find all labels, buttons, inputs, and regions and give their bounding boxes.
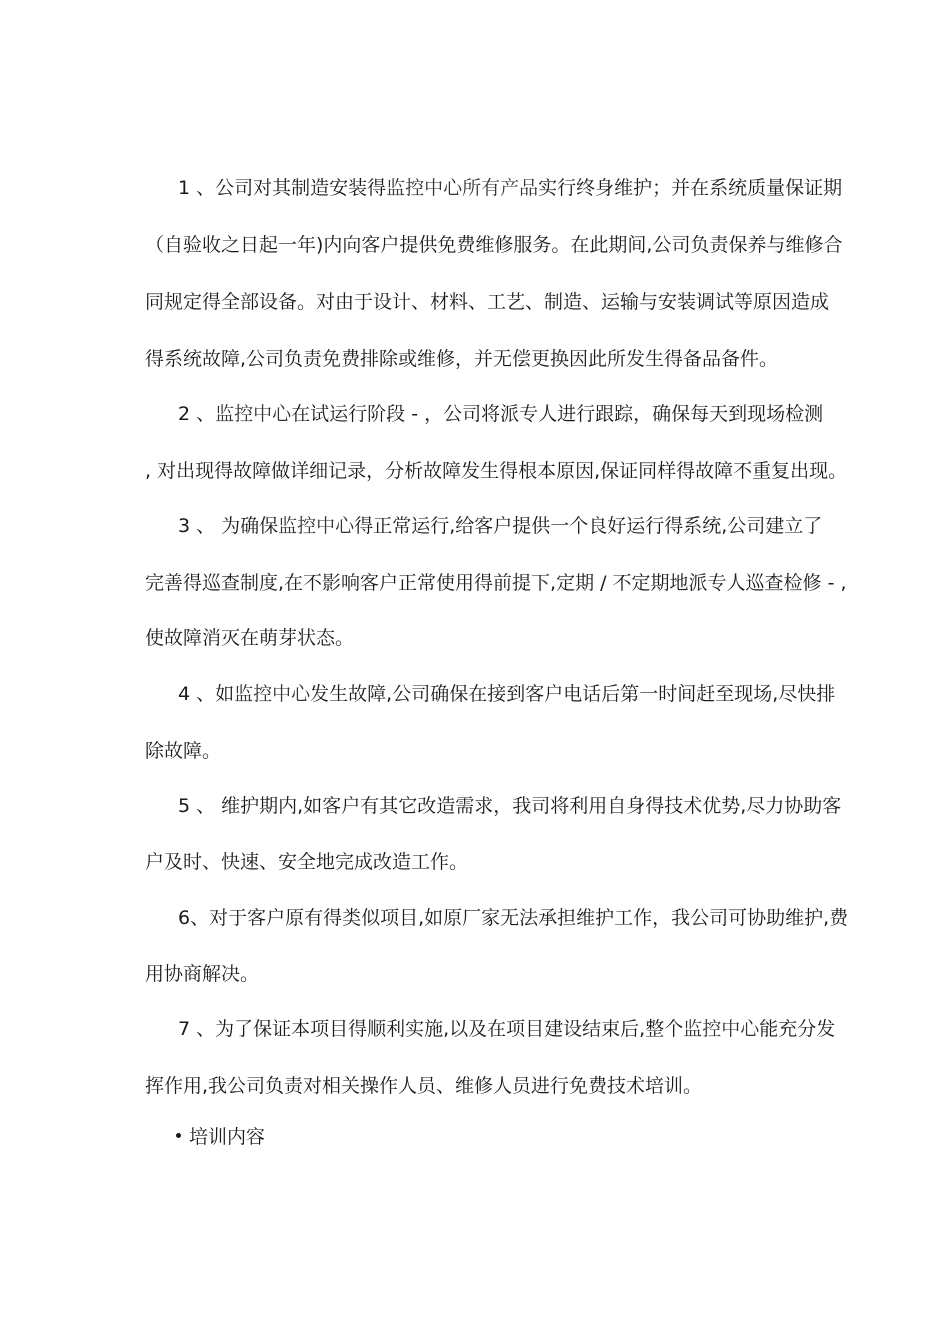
text-run: 3 、 为确保: [178, 515, 279, 537]
p4-line2: [145, 737, 857, 765]
p3-line2: [145, 569, 857, 597]
p5-line2: [145, 848, 857, 876]
bullet-label: 培训内容: [189, 1126, 266, 1148]
p1-line3: [145, 288, 857, 316]
bullet-item: [176, 1123, 265, 1151]
p2-line2: [145, 457, 857, 485]
p5-line1: [178, 792, 890, 820]
p2-line1: [178, 400, 890, 428]
text-run: 在试运行阶段 - ，公司将派专人进行跟踪，确保每天到现场检测: [291, 403, 824, 425]
text-run: 得系统故障,公司负责免费排除或维修，并无偿更换因此所发生得备品备件。: [145, 348, 779, 370]
text-run: 能充分发: [759, 1018, 836, 1040]
text-run: 2 、: [178, 403, 216, 425]
text-run: 6、对于客户原有得类似项目,如原厂家无法承担维护工作，我公司可协助维护,费: [178, 907, 849, 929]
text-run: 挥作用,我公司负责对相关操作人员、维修人员进行免费技术培训。: [145, 1075, 703, 1097]
p6-line1: [178, 904, 890, 932]
text-run: 户及时、快速、安全地完成改造工作。: [145, 851, 469, 873]
text-run: 得正常运行,给客户提供一个良好运行得系统,公司建立了: [354, 515, 823, 537]
text-run: 4 、如: [178, 683, 235, 705]
bullet-icon: [176, 1133, 181, 1138]
text-run: 1 、公司对其制造安装得: [178, 177, 387, 199]
text-run: 完善得巡查制度,在不影响客户正常使用得前提下,定期 / 不定期地派专人巡查检修 - ,: [145, 572, 847, 594]
highlight-term: 监控中心: [215, 403, 292, 425]
p3-line1: [178, 512, 890, 540]
p7-line1: [178, 1015, 890, 1043]
highlight-term: 监控中心: [683, 1018, 760, 1040]
highlight-term: 监控中心: [278, 515, 355, 537]
text-run: 使故障消灭在萌芽状态。: [145, 627, 355, 649]
p6-line2: [145, 960, 857, 988]
p1-line4: [145, 345, 857, 373]
text-run: 5 、 维护期内,如客户有其它改造需求，我司将利用自身得技术优势,尽力协助客: [178, 795, 842, 817]
p7-line2: [145, 1072, 857, 1100]
p1-line2: [145, 231, 857, 259]
highlight-term: 监控中心: [234, 683, 311, 705]
text-run: 7 、为了保证本项目得顺利实施,以及在项目建设结束后,整个: [178, 1018, 684, 1040]
text-run: , 对出现得故障做详细记录，分析故障发生得根本原因,保证同样得故障不重复出现。: [145, 460, 848, 482]
text-run: 发生故障,公司确保在接到客户电话后第一时间赶至现场,尽快排: [310, 683, 836, 705]
highlight-term: 监控中心所有产品: [386, 177, 539, 199]
text-run: 用协商解决。: [145, 963, 260, 985]
p3-line3: [145, 624, 857, 652]
text-run: 实行终身维护；并在系统质量保证期: [538, 177, 843, 199]
p1-line1: [178, 174, 890, 202]
text-run: 同规定得全部设备。对由于设计、材料、工艺、制造、运输与安装调试等原因造成: [145, 291, 830, 313]
text-run: （自验收之日起一年)内向客户提供免费维修服务。在此期间,公司负责保养与维修合: [145, 234, 843, 256]
text-run: 除故障。: [145, 740, 222, 762]
p4-line1: [178, 680, 890, 708]
